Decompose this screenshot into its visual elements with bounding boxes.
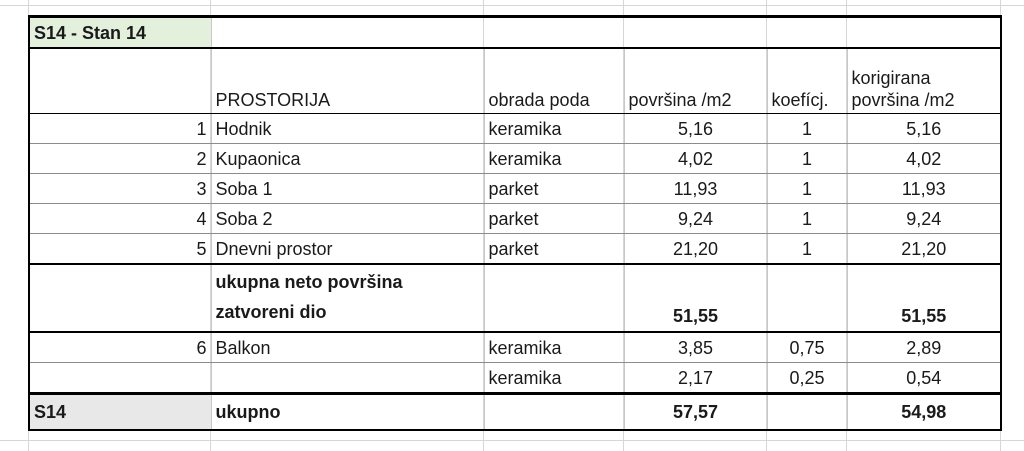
room-name[interactable]: Hodnik [211, 114, 484, 144]
header-corrected-line2: površina /m2 [851, 90, 955, 110]
table-row [29, 114, 1001, 144]
room-area[interactable]: 21,20 [624, 234, 767, 265]
header-coefficient[interactable]: koefícj. [767, 48, 847, 114]
table-row [29, 332, 1001, 363]
room-floor[interactable]: keramika [484, 144, 624, 174]
room-name[interactable]: Soba 2 [211, 204, 484, 234]
grid-line [0, 5, 1024, 6]
cell[interactable] [767, 264, 847, 332]
room-area[interactable]: 11,93 [624, 174, 767, 204]
subtotal-row [29, 264, 1001, 332]
room-name[interactable]: Kupaonica [211, 144, 484, 174]
room-coefficient[interactable]: 1 [767, 204, 847, 234]
table-row [29, 234, 1001, 265]
room-corrected-area[interactable]: 4,02 [847, 144, 1001, 174]
room-floor[interactable]: keramika [484, 114, 624, 144]
room-name[interactable] [211, 363, 484, 394]
room-name[interactable]: Balkon [211, 332, 484, 363]
cell[interactable] [847, 17, 1001, 49]
room-coefficient[interactable]: 1 [767, 114, 847, 144]
section-title[interactable]: S14 - Stan 14 [29, 17, 211, 49]
table-row [29, 204, 1001, 234]
room-corrected-area[interactable]: 9,24 [847, 204, 1001, 234]
room-area[interactable]: 5,16 [624, 114, 767, 144]
room-area[interactable]: 2,17 [624, 363, 767, 394]
room-coefficient[interactable]: 1 [767, 144, 847, 174]
subtotal-label-line2: zatvoreni dio [215, 302, 327, 322]
room-corrected-area[interactable]: 11,93 [847, 174, 1001, 204]
room-number[interactable]: 1 [29, 114, 211, 144]
room-area[interactable]: 9,24 [624, 204, 767, 234]
cell[interactable] [484, 394, 624, 431]
room-number[interactable]: 6 [29, 332, 211, 363]
cell[interactable] [624, 17, 767, 49]
room-coefficient[interactable]: 0,75 [767, 332, 847, 363]
room-area[interactable]: 3,85 [624, 332, 767, 363]
subtotal-label-line1: ukupna neto površina [215, 272, 403, 292]
total-area[interactable]: 57,57 [624, 394, 767, 431]
total-corrected-area[interactable]: 54,98 [847, 394, 1001, 431]
total-code[interactable]: S14 [29, 394, 211, 431]
room-floor[interactable]: parket [484, 234, 624, 265]
cell[interactable] [767, 17, 847, 49]
room-corrected-area[interactable]: 21,20 [847, 234, 1001, 265]
room-corrected-area[interactable]: 5,16 [847, 114, 1001, 144]
cell[interactable] [484, 264, 624, 332]
apartment-area-table [28, 15, 1002, 431]
room-area[interactable]: 4,02 [624, 144, 767, 174]
total-row [29, 394, 1001, 431]
room-name[interactable]: Dnevni prostor [211, 234, 484, 265]
room-coefficient[interactable]: 1 [767, 174, 847, 204]
section-title-row [29, 17, 1001, 49]
room-number[interactable]: 3 [29, 174, 211, 204]
subtotal-corrected-area[interactable]: 51,55 [847, 264, 1001, 332]
room-name[interactable]: Soba 1 [211, 174, 484, 204]
room-number[interactable] [29, 363, 211, 394]
subtotal-area[interactable]: 51,55 [624, 264, 767, 332]
cell[interactable] [29, 264, 211, 332]
grid-line [0, 440, 1024, 441]
room-coefficient[interactable]: 0,25 [767, 363, 847, 394]
room-coefficient[interactable]: 1 [767, 234, 847, 265]
cell[interactable] [767, 394, 847, 431]
room-floor[interactable]: parket [484, 204, 624, 234]
room-floor[interactable]: parket [484, 174, 624, 204]
room-number[interactable]: 4 [29, 204, 211, 234]
cell[interactable] [211, 17, 484, 49]
room-corrected-area[interactable]: 0,54 [847, 363, 1001, 394]
cell[interactable] [29, 48, 211, 114]
header-floor[interactable]: obrada poda [484, 48, 624, 114]
table-row [29, 363, 1001, 394]
header-corrected-line1: korigirana [851, 68, 931, 88]
room-number[interactable]: 2 [29, 144, 211, 174]
table-row [29, 144, 1001, 174]
room-number[interactable]: 5 [29, 234, 211, 265]
room-corrected-area[interactable]: 2,89 [847, 332, 1001, 363]
header-room[interactable]: PROSTORIJA [211, 48, 484, 114]
total-label[interactable]: ukupno [211, 394, 484, 431]
room-floor[interactable]: keramika [484, 332, 624, 363]
table-row [29, 174, 1001, 204]
cell[interactable] [484, 17, 624, 49]
header-corrected-area[interactable] [847, 48, 1001, 114]
room-floor[interactable]: keramika [484, 363, 624, 394]
header-area[interactable]: površina /m2 [624, 48, 767, 114]
subtotal-label[interactable] [211, 264, 484, 332]
header-row [29, 48, 1001, 114]
